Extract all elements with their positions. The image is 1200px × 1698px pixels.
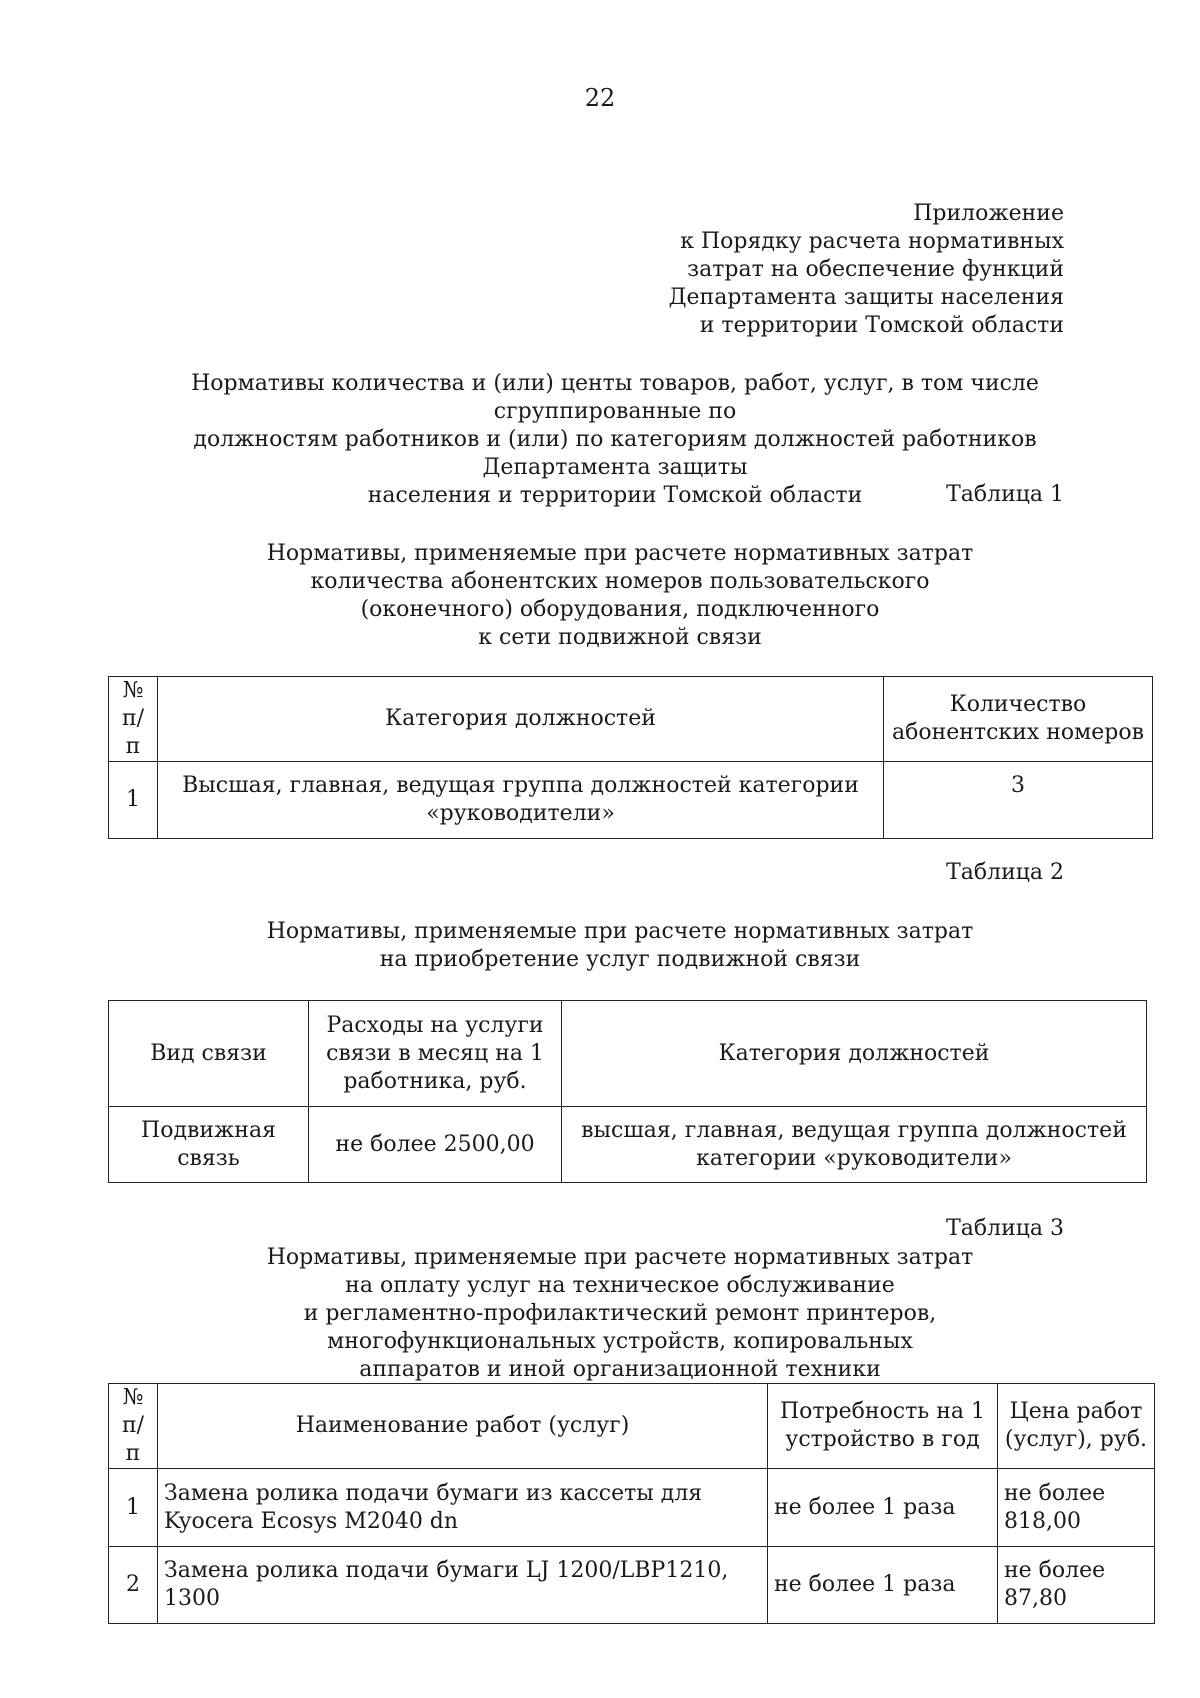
- table-row: [109, 1547, 1155, 1624]
- table-header-row: [109, 1384, 1155, 1469]
- cell-connection-type: Подвижная связь: [109, 1107, 309, 1183]
- cell-expenses: не более 2500,00: [309, 1107, 562, 1183]
- appendix-block: [669, 200, 1064, 340]
- table1-title-line: Нормативы, применяемые при расчете нормативных затрат: [266, 541, 974, 566]
- table3-title-line: многофункциональных устройств, копировальных: [327, 1329, 913, 1354]
- cell-demand: не более 1 раза: [768, 1547, 998, 1624]
- header-price: Цена работ (услуг), руб.: [998, 1384, 1155, 1469]
- cell-number: 1: [109, 1469, 158, 1547]
- table2-title-line: Нормативы, применяемые при расчете нормативных затрат: [266, 919, 974, 944]
- cell-quantity: 3: [884, 762, 1153, 839]
- header-category: Категория должностей: [158, 677, 884, 762]
- table-row: [109, 1107, 1147, 1183]
- table3-title-line: на оплату услуг на техническое обслуживание: [345, 1273, 895, 1298]
- cell-number: 2: [109, 1547, 158, 1624]
- cell-price: не более 87,80: [998, 1547, 1155, 1624]
- table2-label: Таблица 2: [946, 860, 1064, 885]
- table-header-row: [109, 677, 1153, 762]
- page-number: 22: [584, 84, 616, 112]
- table-row: [109, 762, 1153, 839]
- header-number: № п/п: [109, 677, 158, 762]
- table-row: [109, 1469, 1155, 1547]
- header-number: № п/п: [109, 1384, 158, 1469]
- document-title-line: населения и территории Томской области: [367, 483, 863, 508]
- appendix-line: затрат на обеспечение функций: [687, 257, 1064, 282]
- table3-title-line: и регламентно-профилактический ремонт принтеров,: [303, 1301, 937, 1326]
- table3-title-line: аппаратов и иной организационной техники: [359, 1357, 881, 1382]
- table3-title-line: Нормативы, применяемые при расчете нормативных затрат: [266, 1245, 974, 1270]
- header-category: Категория должностей: [562, 1001, 1147, 1107]
- cell-price: не более 818,00: [998, 1469, 1155, 1547]
- header-connection-type: Вид связи: [109, 1001, 309, 1107]
- cell-work-name: Замена ролика подачи бумаги LJ 1200/LBP1210, 1300: [158, 1547, 768, 1624]
- appendix-line: к Порядку расчета нормативных: [680, 229, 1064, 254]
- table1-label: Таблица 1: [946, 482, 1064, 507]
- table2-title: [200, 918, 1040, 974]
- table3: [108, 1383, 1155, 1624]
- cell-category: Высшая, главная, ведущая группа должностей категории «руководители»: [158, 762, 884, 839]
- table1: [108, 676, 1153, 839]
- table1-title-line: (оконечного) оборудования, подключенного: [360, 597, 880, 622]
- appendix-line: и территории Томской области: [699, 313, 1064, 338]
- header-work-name: Наименование работ (услуг): [158, 1384, 768, 1469]
- document-title-line: должностям работников и (или) по категориям должностей работников Департамента защиты: [193, 427, 1037, 480]
- table1-title: [200, 540, 1040, 652]
- table3-title: [200, 1244, 1040, 1384]
- appendix-line: Приложение: [913, 201, 1064, 226]
- appendix-line: Департамента защиты населения: [668, 285, 1064, 310]
- cell-work-name: Замена ролика подачи бумаги из кассеты для Kyocera Ecosys M2040 dn: [158, 1469, 768, 1547]
- header-demand: Потребность на 1 устройство в год: [768, 1384, 998, 1469]
- cell-demand: не более 1 раза: [768, 1469, 998, 1547]
- header-expenses: Расходы на услуги связи в месяц на 1 работника, руб.: [309, 1001, 562, 1107]
- table-header-row: [109, 1001, 1147, 1107]
- table1-title-line: к сети подвижной связи: [478, 625, 762, 650]
- table1-title-line: количества абонентских номеров пользовательского: [310, 569, 930, 594]
- cell-category: высшая, главная, ведущая группа должностей категории «руководители»: [562, 1107, 1147, 1183]
- table2: [108, 1000, 1147, 1183]
- table2-title-line: на приобретение услуг подвижной связи: [379, 947, 861, 972]
- cell-number: 1: [109, 762, 158, 839]
- header-quantity: Количество абонентских номеров: [884, 677, 1153, 762]
- document-title-line: Нормативы количества и (или) центы товаров, работ, услуг, в том числе сгруппированные по: [191, 371, 1039, 424]
- table3-label: Таблица 3: [946, 1216, 1064, 1241]
